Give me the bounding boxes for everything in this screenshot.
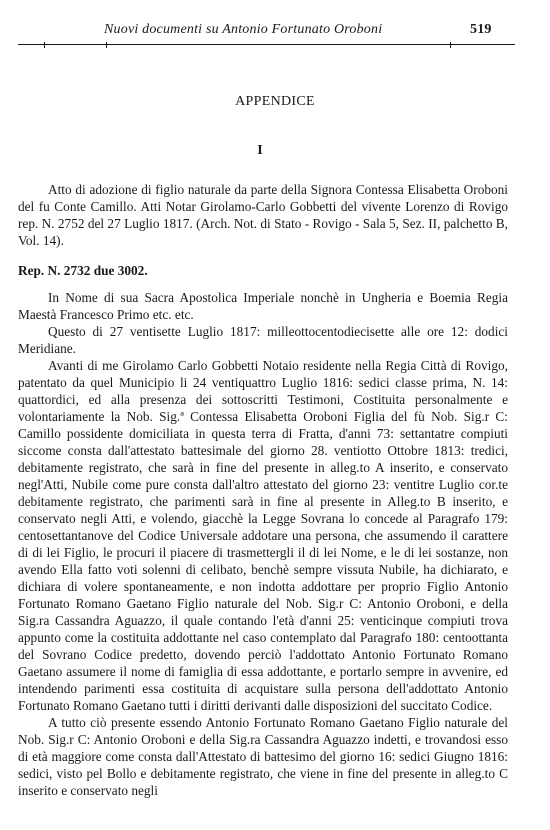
document-abstract xyxy=(18,181,508,249)
body-paragraph: Questo di 27 ventisette Luglio 1817: milleottocentodiecisette alle ore 12: dodici Meridiane. xyxy=(18,324,508,356)
body-paragraph: A tutto ciò presente essendo Antonio Fortunato Romano Gaetano Figlio naturale del Nob. Sig.r C: Antonio Oroboni e della Sig.ra Cassandra Aguazzo indetti, e trovandosi esso di età maggiore come consta dall'Attestato di battesimo del giorno 16: sedici Giugno 1816: sedici, visto pel Bollo e debitamente registrato, che viene in fine del presente in alleg.to C inserito e conservato negli xyxy=(18,715,508,798)
body-paragraph: In Nome di sua Sacra Apostolica Imperiale nonchè in Ungheria e Boemia Regia Maestà Francesco Primo etc. etc. xyxy=(18,290,508,322)
document-body xyxy=(18,289,508,799)
rule-tick xyxy=(106,42,107,48)
header-rule xyxy=(18,44,515,45)
section-title: APPENDICE xyxy=(235,94,315,109)
repertory-line xyxy=(18,262,508,279)
body-paragraph: Avanti di me Girolamo Carlo Gobbetti Notaio residente nella Regia Città di Rovigo, patentato da quel Municipio li 24 ventiquattro Luglio 1816: sedici classe prima, N. 14: quattordici, ed alla presenza dei sottoscritti Testimoni, Costituita personalmente e volontariamente la Nob. Sig.ª Contessa Elisabetta Oroboni Figlia del fù Nob. Sig.r C: Camillo possidente domiciliata in questa terra di Fratta, d'anni 73: settantatre compiuti siccome consta dall'attestato battesimale del giorno 28. ventiotto Ottobre 1813: tredici, debitamente registrato, che sarà in fine del presente in alleg.to A inserito, e conservato negl'Atti, Nubile come pure consta dall'altro attestato del giorno 23: ventitre Luglio cor.te debitamente registrato, che parimenti sarà in fine al presente in Alleg.to B inserito, e conservato negli Atti, e volendo, giacchè la Legge Sovrana lo concede al Paragrafo 179: centosettantanove del Codice Universale addotare una persona, che assumendo il carattere di di lei Figlio, le procuri il piacere di trasmettergli il di lei Nome, e le di lei sostanze, non avendo Ella fatto voti solenni di celibato, benchè sempre vissuta Nubile, ha dichiarato, e dichiara di volere spontaneamente, e non indotta addottare per proprio Figlio Antonio Fortunato Romano Gaetano Figlio naturale del Nob. Sig.r C: Antonio Oroboni, e della Sig.ra Cassandra Aguazzo, il quale contando l'età d'anni 25: venticinque compiuti trova appunto come la costituita addottante nel caso contemplato dal Paragrafo 180: centoottanta del Sovrano Codice predetto, dovendo perciò l'addottato Antonio Fortunato Romano Gaetano assumere il nome di famiglia di essa addottante, e portarlo sempre in avvenire, ed intendendo parimenti essa costituita di acquistare sulla persona dell'addottato Antonio Fortunato Romano Gaetano tutti i diritti derivanti dalle disposizioni del succitato Codice. xyxy=(18,358,508,713)
page-number: 519 xyxy=(470,22,492,37)
running-head xyxy=(0,19,550,43)
running-title: Nuovi documenti su Antonio Fortunato Oroboni xyxy=(104,22,383,37)
rule-tick xyxy=(450,42,451,48)
repertory-text: Rep. N. 2732 due 3002. xyxy=(18,263,148,278)
section-number: I xyxy=(257,143,263,158)
abstract-paragraph: Atto di adozione di figlio naturale da parte della Signora Contessa Elisabetta Oroboni del fu Conte Camillo. Atti Notar Girolamo-Carlo Gobbetti del vivente Lorenzo di Rovigo rep. N. 2752 del 27 Luglio 1817. (Arch. Not. di Stato - Rovigo - Sala 5, Sez. II, palchetto B, Vol. 14). xyxy=(18,182,508,248)
rule-tick xyxy=(44,42,45,48)
